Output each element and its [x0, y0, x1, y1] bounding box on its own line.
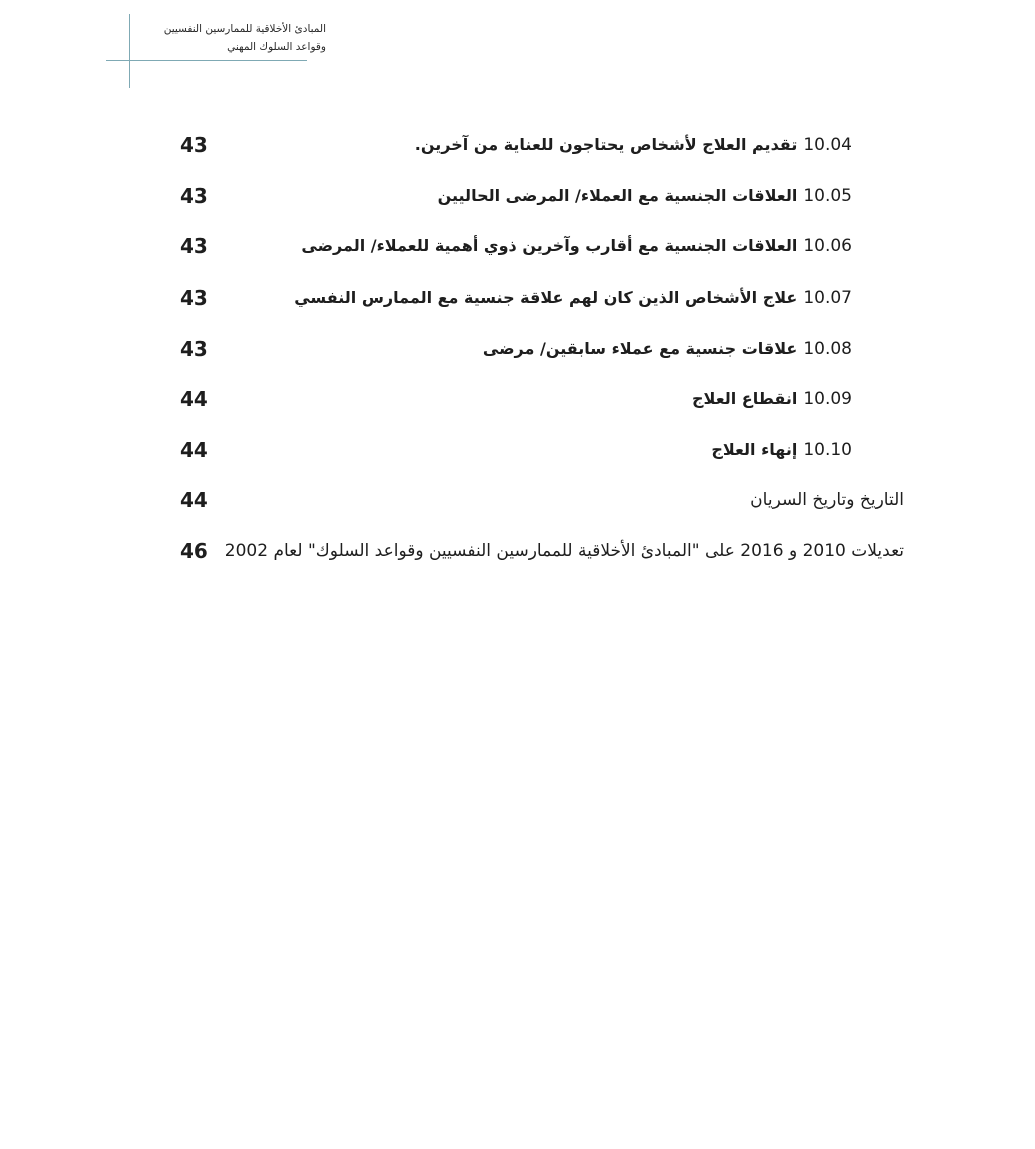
- toc-entry-title: علاج الأشخاص الذين كان لهم علاقة جنسية مع الممارس النفسي: [294, 288, 798, 307]
- toc-entry-text: [225, 533, 904, 569]
- toc-entry-page: 43: [180, 234, 208, 258]
- toc-entry-text: [692, 381, 852, 417]
- toc-entry-title: العلاقات الجنسية مع أقارب وآخرين ذوي أهمية للعملاء/ المرضى: [301, 236, 798, 255]
- toc-entry-text: [301, 228, 852, 264]
- toc-entry-title: علاقات جنسية مع عملاء سابقين/ مرضى: [482, 339, 798, 358]
- toc-entry-number: 10.09: [803, 389, 852, 409]
- toc-entry-page: 44: [180, 387, 208, 411]
- toc-entry[interactable]: [170, 482, 904, 518]
- toc-entry-number: 10.04: [803, 135, 852, 155]
- toc-entry-page: 43: [180, 337, 208, 361]
- toc-entry[interactable]: [170, 331, 904, 367]
- toc-entry-title: انقطاع العلاج: [692, 389, 798, 408]
- running-header-line1: المبادئ الأخلاقية للممارسين النفسيين: [163, 23, 326, 35]
- toc-entry-page: 43: [180, 133, 208, 157]
- toc-entry-text: [483, 331, 852, 367]
- toc-entry-page: 44: [180, 438, 208, 462]
- toc-entry[interactable]: [170, 432, 904, 468]
- toc-entry-number: 10.06: [803, 236, 852, 256]
- toc-entry[interactable]: [170, 178, 904, 214]
- toc-entry-title: العلاقات الجنسية مع العملاء/ المرضى الحاليين: [437, 186, 798, 205]
- toc-entry-number: 10.08: [803, 339, 852, 359]
- toc-entry[interactable]: [170, 228, 904, 264]
- toc-entry-page: 43: [180, 286, 208, 310]
- toc-entry-title: تقديم العلاج لأشخاص يحتاجون للعناية من آخرين.: [414, 135, 798, 154]
- toc-entry-text: [711, 432, 852, 468]
- toc-entry[interactable]: [170, 127, 904, 163]
- toc-entry[interactable]: [170, 280, 904, 316]
- toc-entry-title: التاريخ وتاريخ السريان: [750, 490, 904, 510]
- toc-entry[interactable]: [170, 381, 904, 417]
- toc-entry-number: 10.05: [803, 186, 852, 206]
- toc-entry[interactable]: [170, 533, 904, 569]
- toc-entry-number: 10.07: [803, 288, 852, 308]
- toc-entry-text: [438, 178, 852, 214]
- toc-entry-text: [415, 127, 852, 163]
- toc-entry-text: [294, 280, 852, 316]
- toc-entry-page: 44: [180, 488, 208, 512]
- toc-entry-title: تعديلات 2010 و 2016 على "المبادئ الأخلاقية للممارسين النفسيين وقواعد السلوك" لعام 2002: [224, 541, 904, 561]
- toc-entry-number: 10.10: [803, 440, 852, 460]
- toc-entry-title: إنهاء العلاج: [711, 440, 798, 459]
- toc-entry-page: 46: [180, 539, 208, 563]
- toc-entry-text: [750, 482, 904, 518]
- running-header-line2: وقواعد السلوك المهني: [227, 41, 326, 53]
- toc-entry-page: 43: [180, 184, 208, 208]
